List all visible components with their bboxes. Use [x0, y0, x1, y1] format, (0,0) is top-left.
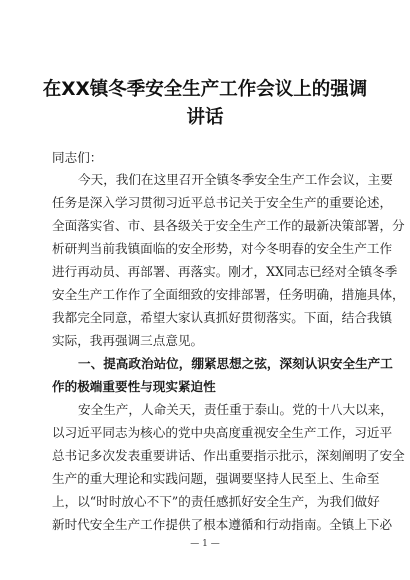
- paragraph2-line: 总书记多次发表重要讲话、作出重要指示批示，深刻阐明了安全: [52, 448, 405, 463]
- title-line-2: 讲话: [186, 107, 224, 128]
- paragraph1-line: 我都完全同意，希望大家认真抓好贯彻落实。下面，结合我镇: [52, 310, 393, 325]
- paragraph2-line: 上，以“时时放心不下”的责任感抓好安全生产，为我们做好: [52, 494, 380, 509]
- paragraph1-line: 全面落实省、市、县各级关于安全生产工作的最新决策部署，分: [52, 218, 405, 233]
- paragraph1-line: 实际，我再强调三点意见。: [52, 333, 204, 348]
- paragraph2-line: 生产的重大理论和实践问题，强调要坚持人民至上、生命至: [52, 471, 380, 486]
- paragraph1-line: 析研判当前我镇面临的安全形势，对今冬明春的安全生产工作: [52, 241, 393, 256]
- section-heading-line: 作的极端重要性与现实紧迫性: [52, 379, 216, 394]
- paragraph2-line: 新时代安全生产工作提供了根本遵循和行动指南。全镇上下必: [52, 517, 393, 532]
- page-number: — 1 —: [190, 539, 220, 549]
- salutation: 同志们：: [52, 150, 103, 165]
- paragraph1-line: 进行再动员、再部署、再落实。刚才，XX同志已经对全镇冬季: [52, 264, 398, 279]
- section-heading-line: 一、提高政治站位，绷紧思想之弦，深刻认识安全生产工: [78, 356, 393, 371]
- paragraph2-line: 安全生产，人命关天，责任重于泰山。党的十八大以来，: [78, 402, 393, 417]
- document-title: [40, 76, 370, 132]
- paragraph1-line: 今天，我们在这里召开全镇冬季安全生产工作会议，主要: [78, 172, 393, 187]
- paragraph1-line: 任务是深入学习贯彻习近平总书记关于安全生产的重要论述，: [52, 195, 393, 210]
- title-line-1: 在XX镇冬季安全生产工作会议上的强调: [42, 79, 368, 100]
- paragraph1-line: 安全生产工作作了全面细致的安排部署，任务明确，措施具体，: [52, 287, 405, 302]
- paragraph2-line: 以习近平同志为核心的党中央高度重视安全生产工作，习近平: [52, 425, 393, 440]
